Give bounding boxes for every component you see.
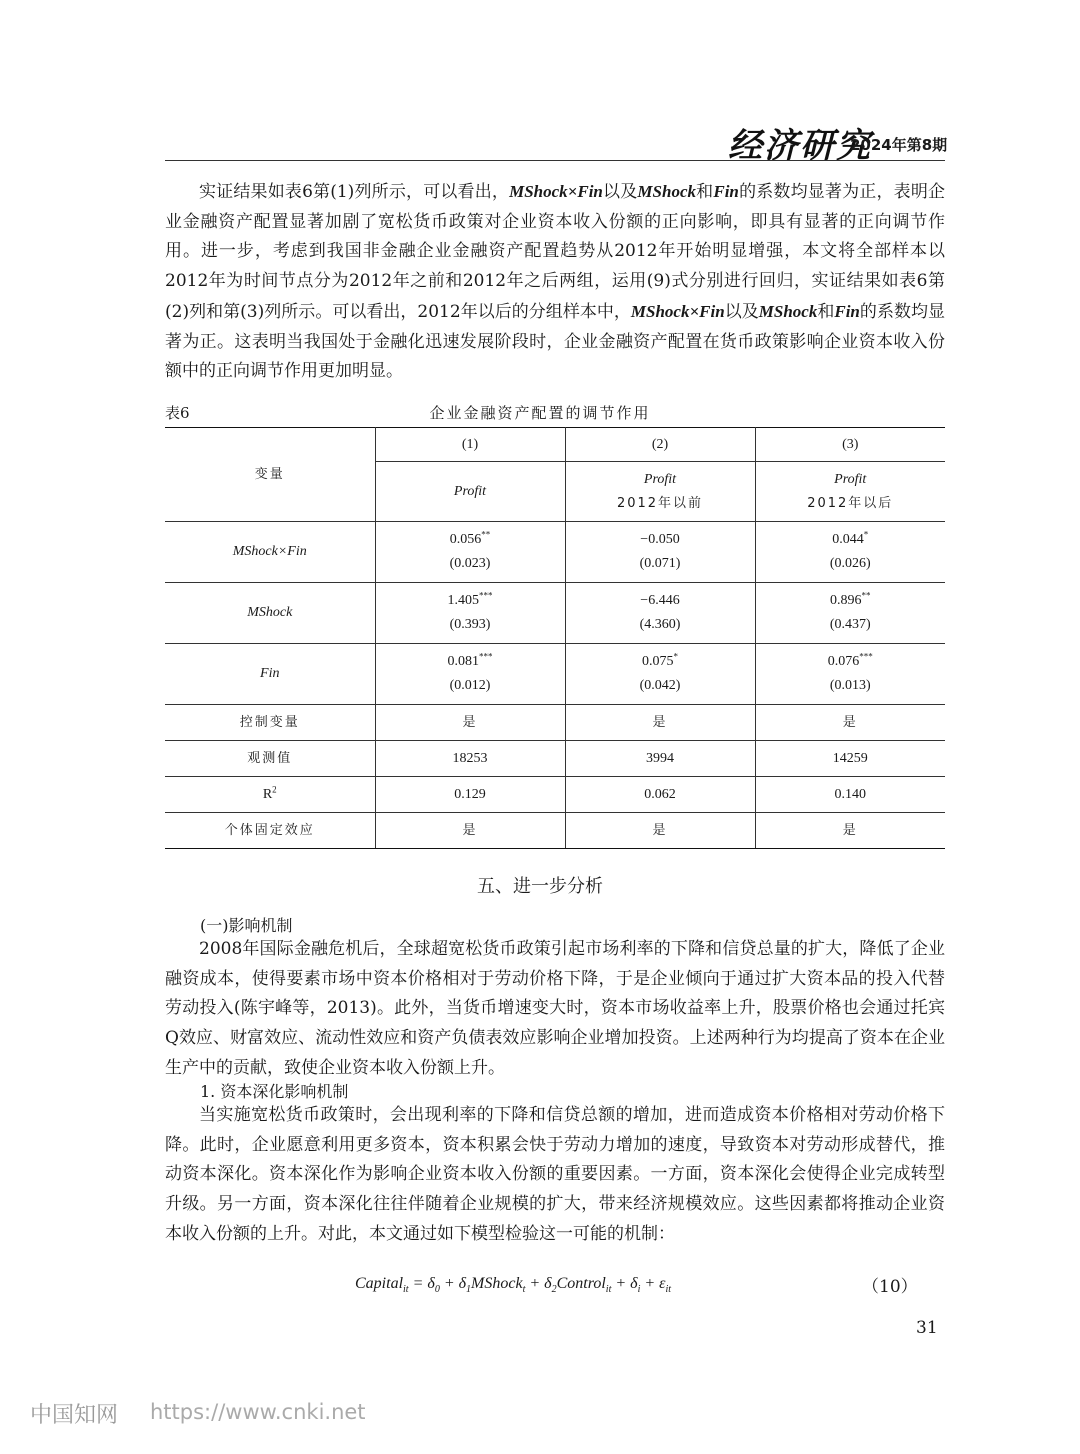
coef-cell (755, 583, 945, 644)
coef-cell (565, 644, 755, 705)
table-cell: 14259 (755, 741, 945, 777)
dep-var-cell (375, 462, 565, 522)
variable-name: MShock×Fin (509, 182, 603, 201)
table-cell: 18253 (375, 741, 565, 777)
equation-10: Capital$_{it}$ = $\delta_0$ + $\delta_1MShock_t$ + $\delta_2Control_{it} + \delta_i + \varepsilon_{it}$ (355, 1275, 672, 1296)
text-segment: 实证结果如表6第(1)列所示，可以看出， (199, 182, 510, 202)
dep-var-cell (755, 462, 945, 522)
coef-cell (375, 522, 565, 583)
header-rule (165, 160, 945, 161)
cnki-logo: 中国知网 (30, 1403, 119, 1428)
row-variable: MShock×Fin (165, 522, 375, 583)
row-variable: 个体固定效应 (165, 813, 375, 849)
table-cell: 0.062 (565, 777, 755, 813)
journal-logo: 经济研究 (728, 126, 872, 166)
table-cell: 是 (375, 705, 565, 741)
table-cell: 是 (375, 813, 565, 849)
coef-cell (565, 583, 755, 644)
table-caption: 企业金融资产配置的调节作用 (429, 404, 651, 422)
variable-name: Fin (713, 182, 739, 201)
text-segment: 和 (696, 182, 714, 202)
sample-label: 2012年以前 (616, 495, 704, 511)
dep-var-cell (565, 462, 755, 522)
table-cell: 是 (755, 813, 945, 849)
r2-sup: 2 (272, 783, 277, 794)
std-error: (0.042) (639, 678, 681, 693)
paragraph-capital-deepening: 当实施宽松货币政策时，会出现利率的下降和信贷总额的增加，进而造成资本价格相对劳动价格下降。此时，企业愿意利用更多资本，资本积累会快于劳动力增加的速度，导致资本对劳动形成替代，推动资本深化。资本深化作为影响企业资本收入份额的重要因素。一方面，资本深化会使得企业完成转型升级。另一方面，资本深化往往伴随着企业规模的扩大，带来经济规模效应。这些因素都将推动企业资本收入份额的上升。对此，本文通过如下模型检验这一可能的机制： (165, 1105, 945, 1244)
coef: 0.075 (642, 654, 674, 669)
coef: −6.446 (640, 593, 680, 608)
coef: −0.050 (640, 532, 680, 547)
std-error: (0.012) (449, 678, 491, 693)
std-error: (0.013) (829, 678, 871, 693)
stars: ** (481, 529, 491, 540)
regression-table (165, 427, 945, 849)
table-label: 表6 (165, 404, 190, 422)
section-title: 五、进一步分析 (477, 876, 603, 897)
text-segment: 的系数均显著为正，表明企业金融资产配置显著加剧了宽松货币政策对企业资本收入份额的正向影响，即具有显著的正向调节作用。进一步，考虑到我国非金融企业金融资产配置趋势从2012年开始明显增强，本文将全部样本以2012年为时间节点分为2012年之前和2012年之后两组，运用(9)式分别进行回归，实证结果如表6第(2)列和第(3)列所示。可以看出，2012年以后的分组样本中， (165, 182, 946, 322)
text-segment: 以及 (602, 182, 638, 202)
col-number: (1) (375, 428, 565, 462)
stars: * (863, 529, 869, 540)
dep-var: Profit (834, 471, 867, 487)
table-row (165, 777, 945, 813)
stars: *** (479, 651, 493, 662)
stars: *** (859, 651, 873, 662)
variable-name: Fin (834, 301, 860, 321)
r2-label: R (262, 786, 273, 802)
text-segment: 和 (817, 301, 835, 322)
coef: 0.044 (832, 532, 864, 547)
coef-cell (565, 522, 755, 583)
variable-name: MShock×Fin (630, 301, 725, 321)
std-error: (4.360) (639, 617, 681, 632)
stars: * (673, 651, 678, 662)
equation-lhs: Capital (355, 1275, 404, 1292)
variable-name: MShock (758, 301, 818, 321)
page-number: 31 (916, 1318, 938, 1338)
equation-number: （10） (862, 1277, 918, 1297)
stars: *** (479, 590, 493, 601)
std-error: (0.026) (829, 556, 871, 571)
row-variable: MShock (165, 583, 375, 644)
coef-cell (755, 644, 945, 705)
row-variable: 观测值 (165, 741, 375, 777)
col-number: (2) (565, 428, 755, 462)
coef: 0.081 (447, 654, 479, 669)
table-row (165, 428, 945, 462)
coef-cell (375, 583, 565, 644)
paragraph-results (165, 177, 945, 387)
row-variable: Fin (165, 644, 375, 705)
table-row (165, 705, 945, 741)
row-variable: 控制变量 (165, 705, 375, 741)
cnki-url[interactable]: https://www.cnki.net (150, 1400, 366, 1424)
table-row (165, 813, 945, 849)
coef: 0.076 (827, 654, 860, 669)
table-cell: 是 (755, 705, 945, 741)
variable-header: 变量 (165, 428, 375, 522)
coef-cell (375, 644, 565, 705)
subheading-mechanism: (一)影响机制 (200, 916, 293, 935)
table-cell: 0.140 (755, 777, 945, 813)
std-error: (0.023) (449, 556, 491, 571)
std-error: (0.393) (449, 617, 491, 632)
table-cell: 3994 (565, 741, 755, 777)
coef: 0.056 (449, 532, 482, 547)
table-cell: 0.129 (375, 777, 565, 813)
variable-name: MShock (637, 182, 696, 201)
subheading-capital-deepening: 1. 资本深化影响机制 (200, 1082, 349, 1101)
dep-var: Profit (643, 471, 677, 487)
paragraph-mechanism: 2008年国际金融危机后，全球超宽松货币政策引起市场利率的下降和信贷总量的扩大，降低了企业融资成本，使得要素市场中资本价格相对于劳动价格下降，于是企业倾向于通过扩大资本品的投入代替劳动投入(陈宇峰等，2013)。此外，当货币增速变大时，资本市场收益率上升，股票价格也会通过托宾Q效应、财富效应、流动性效应和资产负债表效应影响企业增加投资。上述两种行为均提高了资本在企业生产中的贡献，致使企业资本收入份额上升。 (165, 939, 945, 1078)
std-error: (0.071) (639, 556, 681, 571)
coef: 1.405 (447, 593, 479, 608)
col-number: (3) (755, 428, 945, 462)
coef: 0.896 (830, 593, 862, 608)
table-row (165, 522, 945, 583)
coef-cell (755, 522, 945, 583)
table-cell: 是 (565, 705, 755, 741)
dep-var: Profit (453, 483, 487, 499)
journal-issue: 2024年第8期 (850, 136, 948, 154)
table-cell: 是 (565, 813, 755, 849)
text-segment: 的系数均显著为正。这表明当我国处于金融化迅速发展阶段时，企业金融资产配置在货币政策影响企业资本收入份额中的正向调节作用更加明显。 (165, 301, 946, 382)
stars: ** (861, 590, 871, 601)
text-segment: 以及 (724, 301, 759, 322)
table-row (165, 741, 945, 777)
sample-label: 2012年以后 (807, 495, 894, 511)
table-row (165, 644, 945, 705)
std-error: (0.437) (829, 617, 871, 632)
table-row (165, 583, 945, 644)
row-variable (165, 777, 375, 813)
